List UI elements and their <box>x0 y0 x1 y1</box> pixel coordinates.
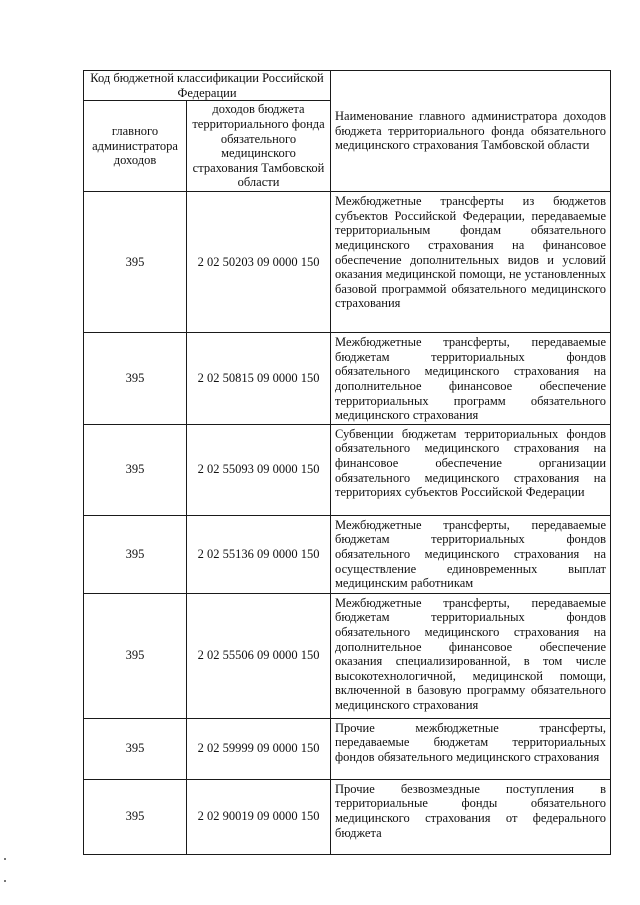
header-col-admin: главного администратора доходов <box>84 101 187 192</box>
admin-code-cell: 395 <box>84 593 187 718</box>
admin-code-cell: 395 <box>84 424 187 515</box>
admin-code-cell: 395 <box>84 718 187 779</box>
table-row <box>84 718 611 779</box>
income-code-cell: 2 02 59999 09 0000 150 <box>187 718 331 779</box>
income-code-cell: 2 02 55093 09 0000 150 <box>187 424 331 515</box>
income-code-cell: 2 02 50815 09 0000 150 <box>187 333 331 425</box>
income-name-cell: Прочие межбюджетные трансферты, передаваемые бюджетам территориальных фондов обязательного медицинского страхования <box>331 718 611 779</box>
income-code-cell: 2 02 50203 09 0000 150 <box>187 192 331 333</box>
income-code-cell: 2 02 90019 09 0000 150 <box>187 779 331 854</box>
income-name-cell: Межбюджетные трансферты из бюджетов субъектов Российской Федерации, передаваемые территориальным фондам обязательного медицинского страхования на финансовое обеспечение дополнительных видов и условий оказания медицинской помощи, не установленных базовой программой обязательного медицинского страхования <box>331 192 611 333</box>
header-col-name: Наименование главного администратора доходов бюджета территориального фонда обязательного медицинского страхования Тамбовской области <box>331 71 611 192</box>
header-col-income: доходов бюджета территориального фонда обязательного медицинского страхования Тамбовской области <box>187 101 331 192</box>
table-row <box>84 424 611 515</box>
table-row <box>84 779 611 854</box>
header-group-title: Код бюджетной классификации Российской Федерации <box>84 71 331 101</box>
income-name-cell: Межбюджетные трансферты, передаваемые бюджетам территориальных фондов обязательного медицинского страхования на осуществление единовременных выплат медицинским работникам <box>331 515 611 593</box>
income-code-cell: 2 02 55136 09 0000 150 <box>187 515 331 593</box>
table-row <box>84 192 611 333</box>
admin-code-cell: 395 <box>84 779 187 854</box>
income-name-cell: Прочие безвозмездные поступления в территориальные фонды обязательного медицинского страхования от федерального бюджета <box>331 779 611 854</box>
table-row <box>84 593 611 718</box>
income-name-cell: Межбюджетные трансферты, передаваемые бюджетам территориальных фондов обязательного медицинского страхования на дополнительное финансовое обеспечение оказания специализированной, в том числе высокотехнологичной, медицинской помощи, включенной в базовую программу обязательного медицинского страхования <box>331 593 611 718</box>
header-row-group <box>84 71 611 101</box>
table-row <box>84 333 611 425</box>
table-row <box>84 515 611 593</box>
income-code-cell: 2 02 55506 09 0000 150 <box>187 593 331 718</box>
budget-classification-table <box>83 70 611 855</box>
admin-code-cell: 395 <box>84 192 187 333</box>
income-name-cell: Субвенции бюджетам территориальных фондов обязательного медицинского страхования на финансовое обеспечение организации обязательного медицинского страхования на территориях субъектов Российской Федерации <box>331 424 611 515</box>
scan-speck <box>4 858 6 860</box>
admin-code-cell: 395 <box>84 333 187 425</box>
income-name-cell: Межбюджетные трансферты, передаваемые бюджетам территориальных фондов обязательного медицинского страхования на дополнительное финансовое обеспечение территориальных программ обязательного медицинского страхования <box>331 333 611 425</box>
admin-code-cell: 395 <box>84 515 187 593</box>
scan-speck <box>4 880 6 882</box>
